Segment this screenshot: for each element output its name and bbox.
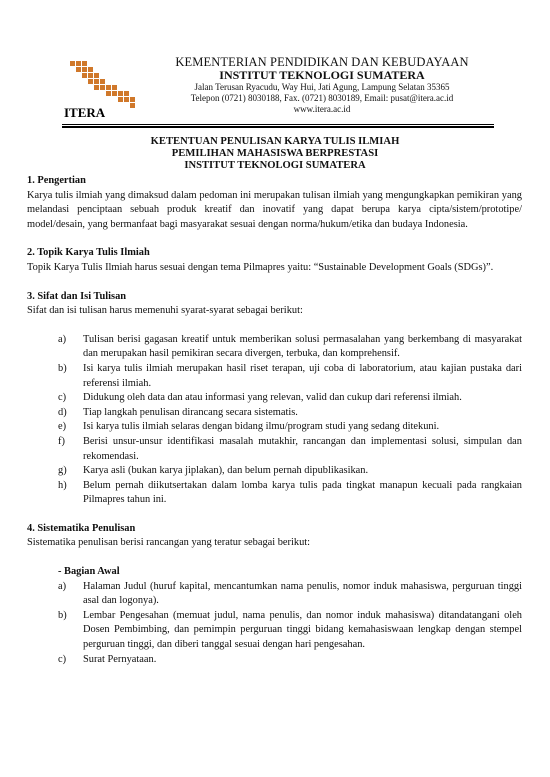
title-line-2: PEMILIHAN MAHASISWA BERPRESTASI [171, 148, 379, 160]
subheading-bagian-awal: - Bagian Awal [58, 566, 120, 578]
title-line-1: KETENTUAN PENULISAN KARYA TULIS ILMIAH [150, 136, 400, 147]
letterhead-text [150, 55, 494, 114]
list-item: c) Didukung oleh data dan atau informasi yang relevan, valid dan cukup dari referensi ilmiah. [58, 392, 462, 404]
section-heading-pengertian: 1. Pengertian [27, 175, 86, 186]
itera-logo [62, 55, 144, 121]
section-intro-sistematika: Sistematika penulisan berisi rancangan yang teratur sebagai berikut: [27, 537, 311, 549]
itera-logo-icon [62, 55, 144, 121]
document-body [27, 174, 522, 667]
list-item: f) Berisi unsur-unsur identifikasi masalah mutakhir, rancangan dan implementasi solusi, simpulan dan rekomendasi. [58, 435, 522, 462]
list-item: g) Karya asli (bukan karya jiplakan), dan belum pernah dipublikasikan. [58, 465, 369, 477]
institute-website: www.itera.ac.id [293, 103, 351, 114]
list-item: h) Belum pernah diikutsertakan dalam lomba karya tulis pada tingkat manapun kecuali pada rangkaian Pilmapres tahun ini. [58, 479, 522, 506]
institute-contact: Telepon (0721) 8030188, Fax. (0721) 8030189, Email: pusat@itera.ac.id [190, 92, 454, 103]
list-sifat [27, 333, 522, 508]
section-heading-sistematika: 4. Sistematika Penulisan [27, 522, 136, 534]
section-text-pengertian: Karya tulis ilmiah yang dimaksud dalam pedoman ini merupakan tulisan ilmiah yang mengungkapkan pemikiran yang melandasi penciptaan sebuah produk kreatif dan inovatif yang dapat berupa karya cipta/sistem/prototipe/ model/desain, yang bermanfaat bagi masyarakat sesuai dengan norma/hukum/etika dan budaya Indonesia. [27, 189, 522, 230]
institute-name: INSTITUT TEKNOLOGI SUMATERA [219, 68, 425, 82]
list-item: b) Isi karya tulis ilmiah merupakan hasil riset terapan, uji coba di laboratorium, atau kajian pustaka dari referensi ilmiah. [58, 362, 522, 389]
section-heading-sifat: 3. Sifat dan Isi Tulisan [27, 290, 127, 302]
list-item: e) Isi karya tulis ilmiah selaras dengan bidang ilmu/program studi yang sedang ditekuni. [58, 421, 440, 433]
list-item: d) Tiap langkah penulisan dirancang secara sistematis. [58, 406, 298, 418]
section-text-topik: Topik Karya Tulis Ilmiah harus sesuai dengan tema Pilmapres yaitu: “Sustainable Development Goals (SDGs)”. [27, 261, 494, 273]
letterhead-divider [62, 124, 494, 125]
list-item: a) Tulisan berisi gagasan kreatif untuk memberikan solusi permasalahan yang berkembang di masyarakat dan merupakan hasil pemikiran secara divergen, terbuka, dan komprehensif. [58, 333, 522, 360]
list-item: a) Halaman Judul (huruf kapital, mencantumkan nama penulis, nomor induk mahasiswa, perguruan tinggi asal dan logonya). [58, 580, 522, 607]
section-heading-topik: 2. Topik Karya Tulis Ilmiah [27, 247, 150, 259]
letterhead [62, 55, 494, 123]
institute-address: Jalan Terusan Ryacudu, Way Hui, Jati Agung, Lampung Selatan 35365 [194, 82, 450, 92]
ministry-name: KEMENTERIAN PENDIDIKAN DAN KEBUDAYAAN [175, 55, 469, 69]
list-item: b) Lembar Pengesahan (memuat judul, nama penulis, dan nomor induk mahasiswa) ditandatangani oleh Dosen Pembimbing, dan pemimpin perguruan tinggi bidang kemahasiswaan lengkap dengan stempel perguruan tinggi, dan diberi tanggal sesuai dengan hari pengesahan. [58, 609, 522, 651]
list-bagian-awal [27, 580, 522, 668]
title-line-3: INSTITUT TEKNOLOGI SUMATERA [184, 160, 366, 172]
list-item: c) Surat Pernyataan. [58, 653, 157, 665]
section-intro-sifat: Sifat dan isi tulisan harus memenuhi syarat-syarat sebagai berikut: [27, 305, 303, 317]
letterhead-divider-thick [62, 126, 494, 128]
document-title [30, 136, 520, 173]
logo-wordmark: ITERA [64, 105, 106, 120]
